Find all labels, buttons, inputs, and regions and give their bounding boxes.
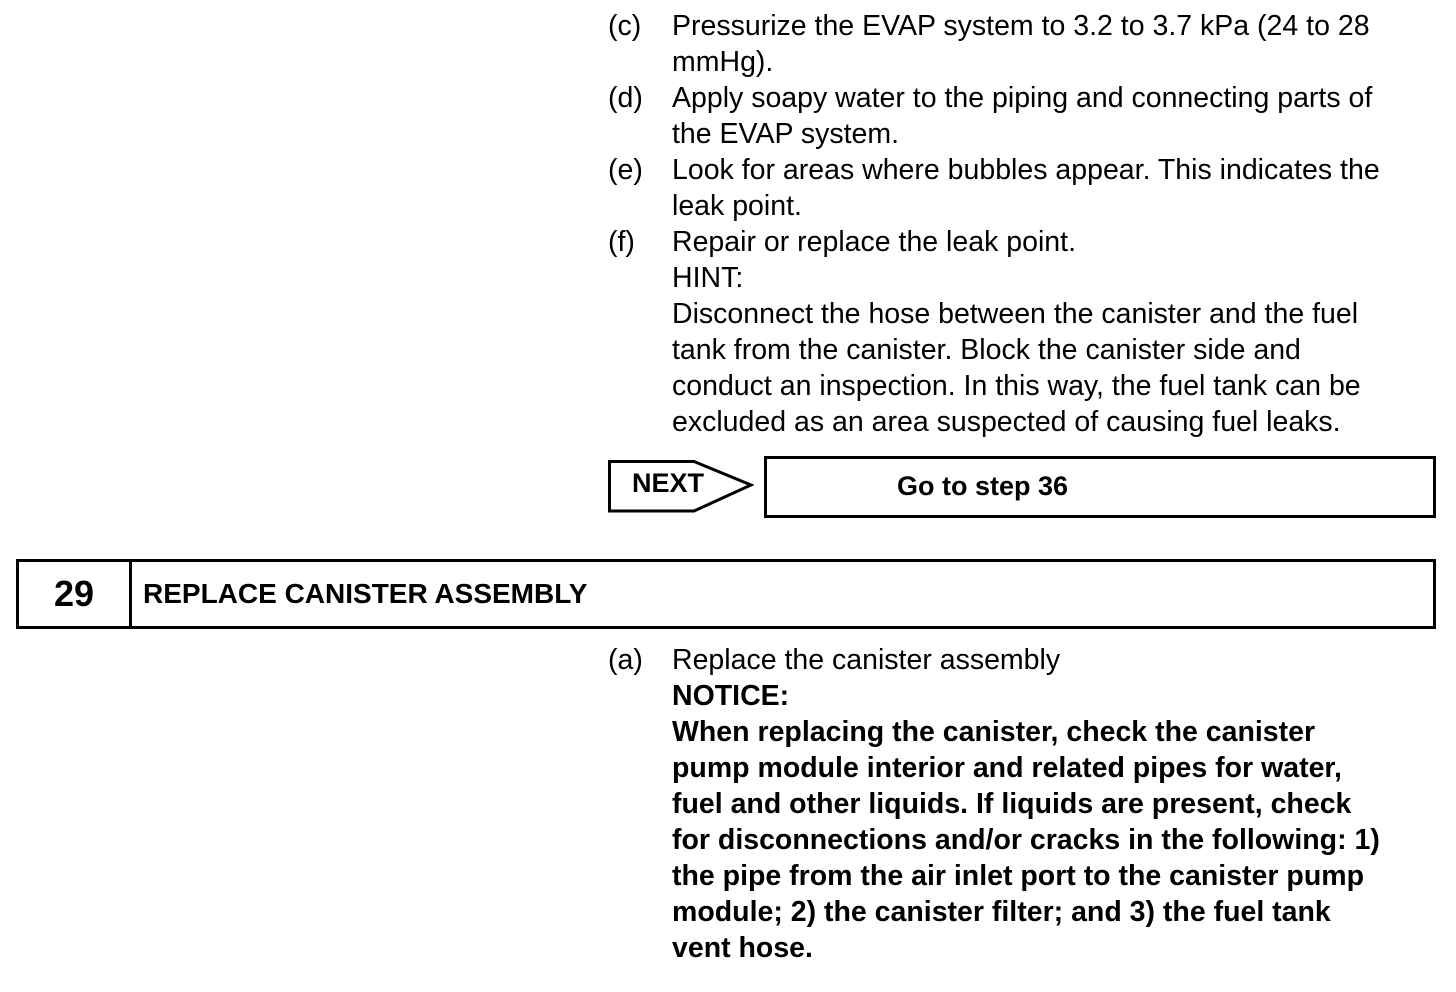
goto-step-text: Go to step 36 (897, 471, 1069, 501)
notice-heading: NOTICE: (672, 680, 790, 712)
notice-line-5: the pipe from the air inlet port to the canister pump (672, 860, 1364, 892)
step-d-label: (d) (608, 82, 643, 114)
notice-line-1: When replacing the canister, check the canister (672, 716, 1316, 748)
procedure-steps-upper (608, 8, 1448, 440)
goto-step-box (764, 456, 1436, 518)
step-header (16, 559, 1436, 629)
step-e-line-1: Look for areas where bubbles appear. This indicates the (672, 154, 1380, 186)
hint-line-1: Disconnect the hose between the canister and the fuel (672, 298, 1359, 330)
notice-line-6: module; 2) the canister filter; and 3) the fuel tank (672, 896, 1331, 928)
step-a-label: (a) (608, 644, 643, 676)
notice-line-2: pump module interior and related pipes for water, (672, 752, 1342, 784)
step-c (608, 8, 1448, 80)
step-f-line-1: Repair or replace the leak point. (672, 226, 1076, 258)
step-d (608, 80, 1448, 152)
step-f (608, 224, 1448, 440)
step-d-line-1: Apply soapy water to the piping and connecting parts of (672, 82, 1373, 114)
next-label: NEXT (632, 468, 705, 498)
step-e (608, 152, 1448, 224)
step-c-line-2: mmHg). (672, 46, 774, 78)
step-e-label: (e) (608, 154, 643, 186)
step-f-label: (f) (608, 226, 635, 258)
procedure-steps-lower (608, 642, 1448, 966)
step-d-line-2: the EVAP system. (672, 118, 900, 150)
hint-line-2: tank from the canister. Block the canister side and (672, 334, 1301, 366)
next-arrow (608, 456, 754, 514)
hint-line-3: conduct an inspection. In this way, the fuel tank can be (672, 370, 1361, 402)
hint-line-4: excluded as an area suspected of causing fuel leaks. (672, 406, 1341, 438)
step-title: REPLACE CANISTER ASSEMBLY (143, 578, 588, 609)
step-a-text: Replace the canister assembly (672, 644, 1061, 676)
notice-line-3: fuel and other liquids. If liquids are present, check (672, 788, 1352, 820)
notice-line-7: vent hose. (672, 932, 813, 964)
step-number: 29 (19, 562, 132, 626)
step-e-line-2: leak point. (672, 190, 802, 222)
step-c-label: (c) (608, 10, 642, 42)
notice-line-4: for disconnections and/or cracks in the following: 1) (672, 824, 1380, 856)
step-a (608, 642, 1448, 966)
hint-heading: HINT: (672, 262, 744, 294)
step-c-line-1: Pressurize the EVAP system to 3.2 to 3.7 kPa (24 to 28 (672, 10, 1370, 42)
